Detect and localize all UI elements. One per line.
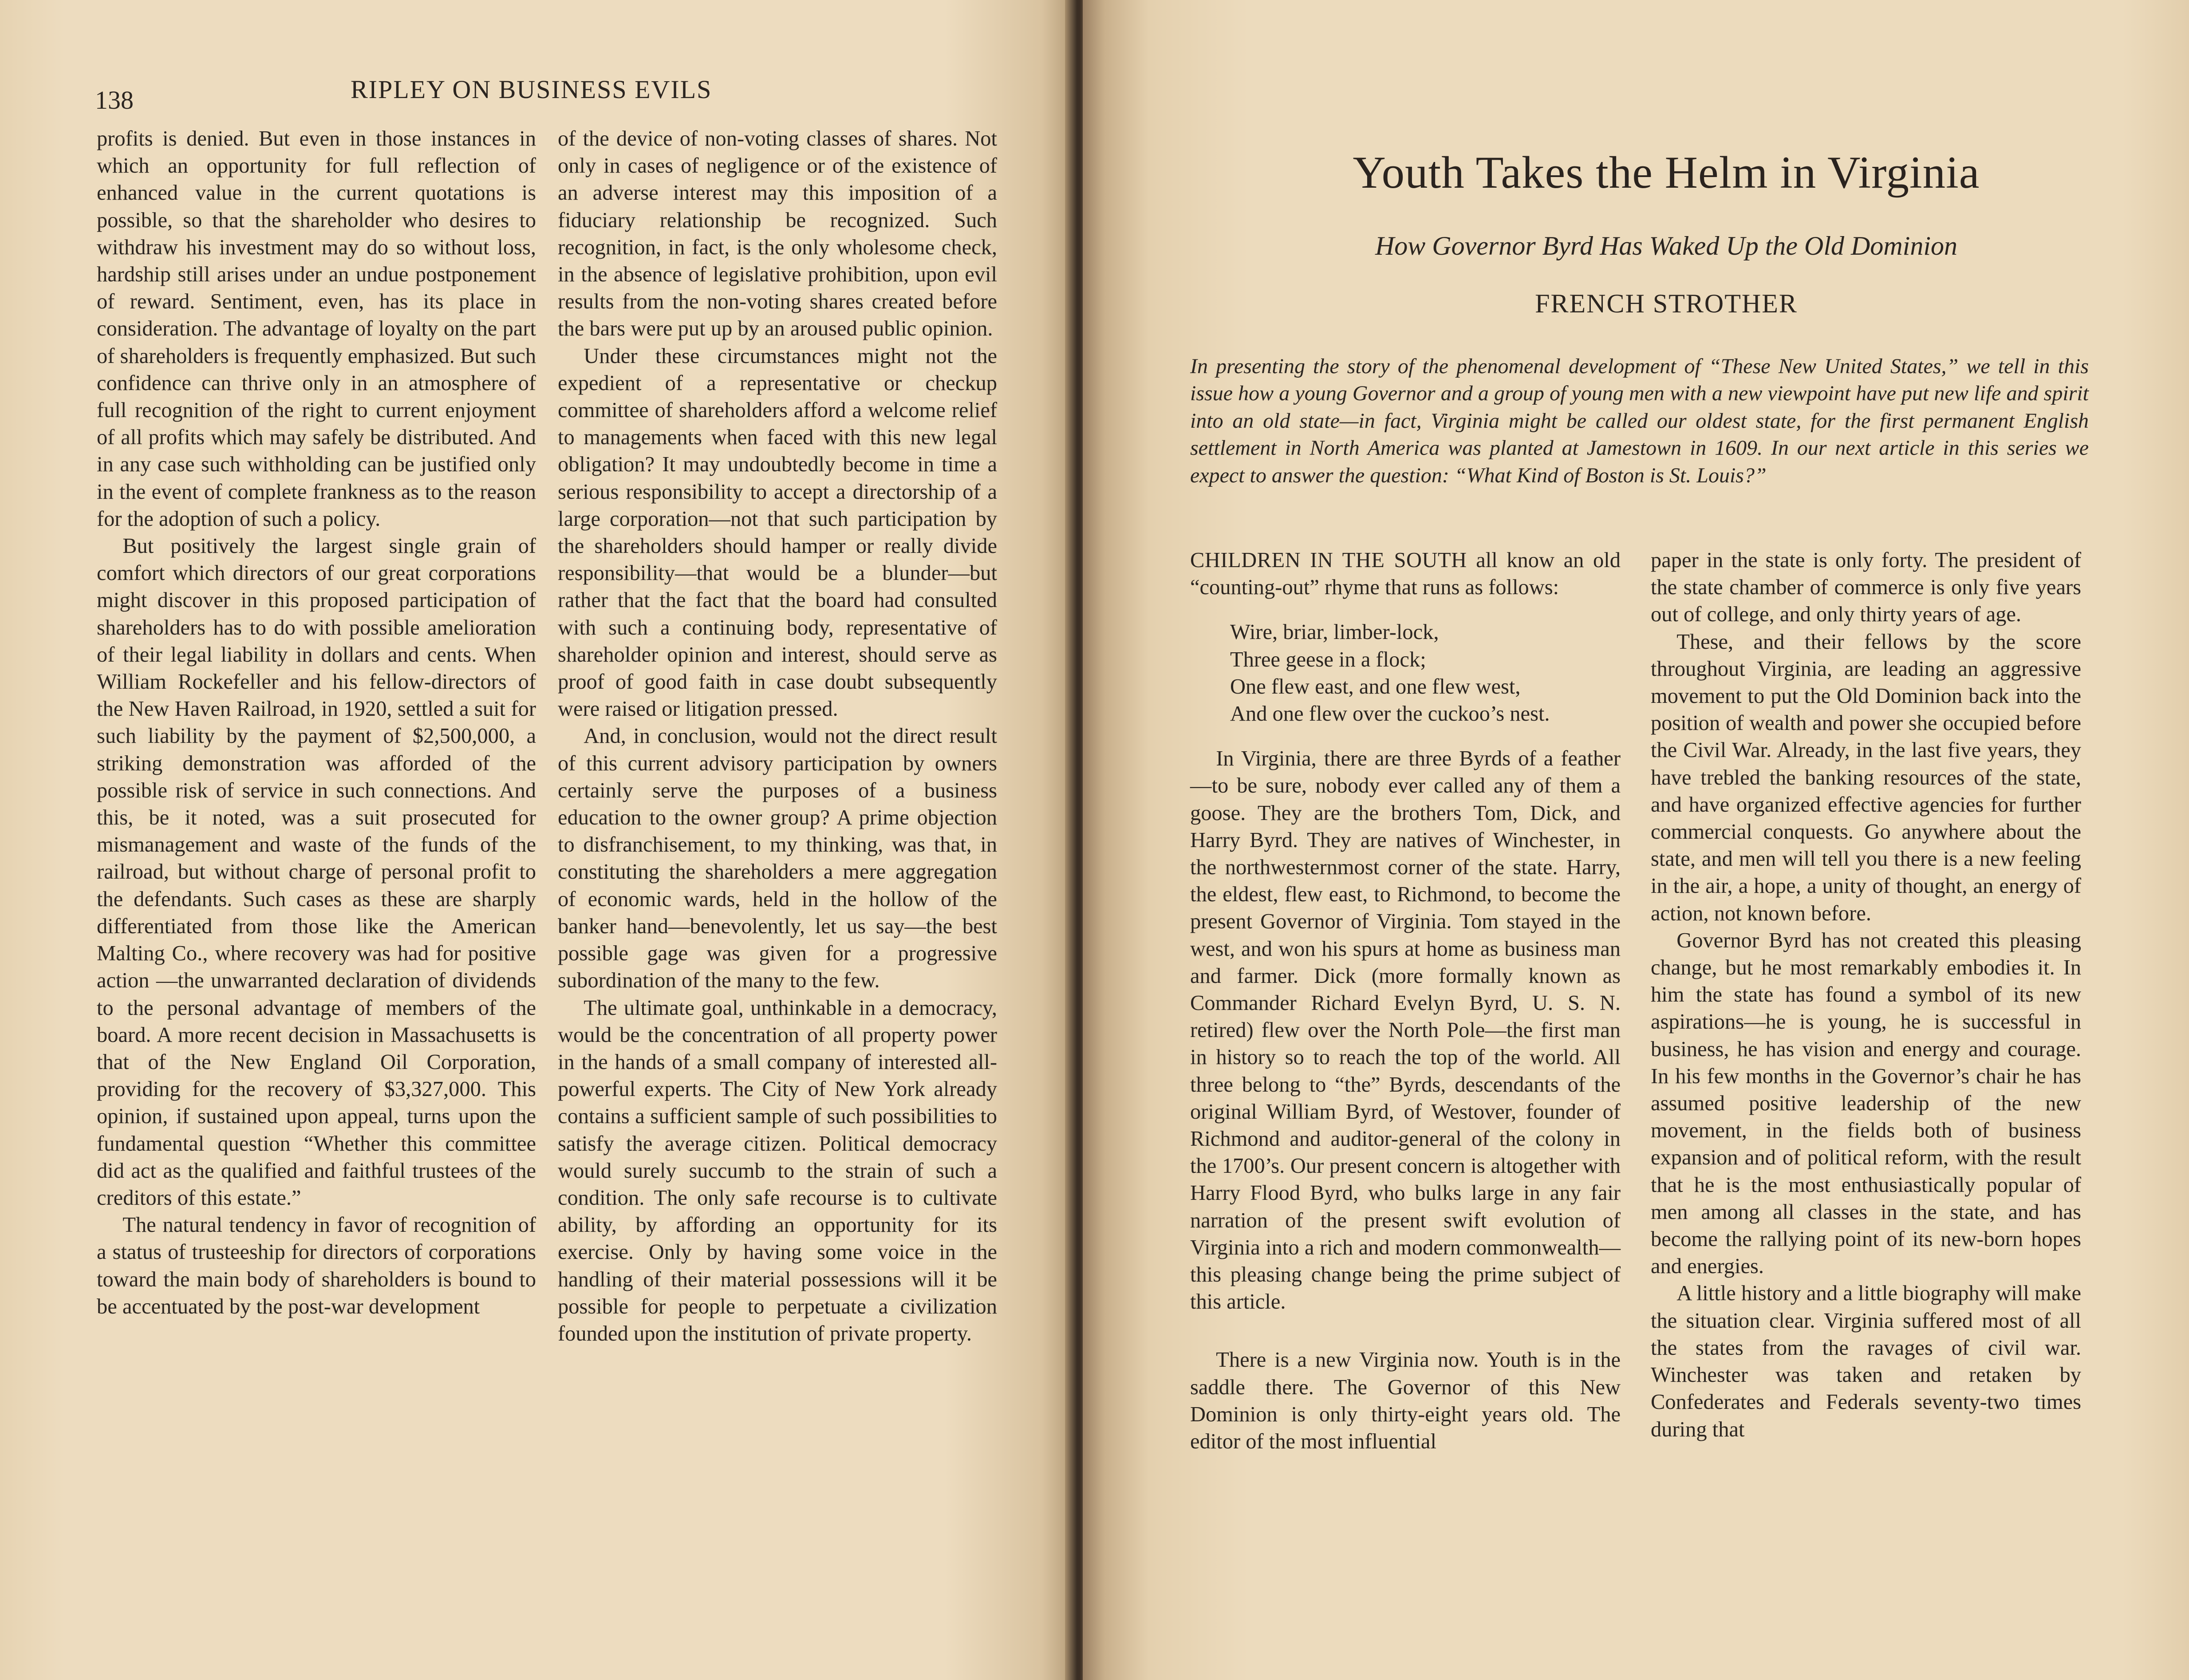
lead-paragraph	[1190, 547, 1621, 601]
article-author: FRENCH STROTHER	[1535, 289, 1798, 318]
page-number: 138	[95, 86, 134, 114]
paragraph: There is a new Virginia now. Youth is in the saddle there. The Governor of this New Dominion is only thirty-eight years old. The editor of the most influential	[1190, 1348, 1621, 1454]
rhyme-line: Wire, briar, limber-lock,	[1230, 620, 1439, 644]
right-column-2	[1651, 547, 2081, 1443]
paragraph: Governor Byrd has not created this pleasing change, but he most remarkably embodies it. In him the state has found a symbol of its new aspirations—he is young, he is successful in business, he has vision and energy and courage. In his few months in the Governor’s chair he has assumed positive leadership of the new movement, in the fields both of business expansion and of political reform, with the result that he is the most enthusiastically popular of men among all classes in the state, and has become the rallying point of its new-born hopes and energies.	[1651, 928, 2081, 1278]
rhyme-block	[1230, 619, 1621, 727]
rhyme-line: One flew east, and one flew west,	[1230, 674, 1521, 698]
paragraph: of the device of non-voting classes of shares. Not only in cases of negligence or of the existence of an adverse interest may this imposition of a fiduciary relationship be recognized. Such recognition, in fact, is the only wholesome check, in the absence of legislative prohibition, upon evil results from the non-voting shares created before the bars were put up by an aroused public opinion.	[558, 127, 997, 341]
editor-intro: In presenting the story of the phenomenal development of “These New United States,” we tell in this issue how a young Governor and a group of young men with a new viewpoint have put new life and spirit into an old state—in fact, Virginia might be called our oldest state, for the first permanent English settlement in North America was planted at Jamestown in 1609. In our next article in this series we expect to answer the question: “What Kind of Boston is St. Louis?”	[1190, 355, 2089, 487]
lead-rest: all know an old “counting-out” rhyme that runs as follows:	[1190, 548, 1621, 599]
paragraph: profits is denied. But even in those instances in which an opportunity for full reflection of enhanced value in the current quotations is possible, so that the shareholder who desires to withdraw his investment may do so without loss, hardship still arises under an undue postponement of reward. Sentiment, even, has its place in consideration. The advantage of loyalty on the part of shareholders is frequently emphasized. But such confidence can thrive only in an atmosphere of full recognition of the right to current enjoyment of all profits which may safely be distributed. And in any case such withholding can be justified only in the event of complete frankness as to the reason for the adoption of such a policy.	[97, 127, 536, 531]
article-subtitle: How Governor Byrd Has Waked Up the Old Dominion	[1375, 231, 1958, 260]
paragraph: Under these circumstances might not the expedient of a representative or checkup committee of shareholders afford a welcome relief to managements when faced with this new legal obligation? It may undoubtedly become in time a serious responsibility to accept a directorship of a large corporation—not that such participation by the shareholders should hamper or really divide responsibility—that would be a blunder—but rather that the fact that the board had consulted with such a continuing body, representative of shareholder opinion and interest, should serve as proof of good faith in case doubt subsequently were raised or litigation pressed.	[558, 344, 997, 721]
paragraph: paper in the state is only forty. The president of the state chamber of commerce is only five years out of college, and only thirty years of age.	[1651, 548, 2081, 627]
paragraph: In Virginia, there are three Byrds of a feather—to be sure, nobody ever called any of them a goose. They are the brothers Tom, Dick, and Harry Byrd. They are natives of Winchester, in the northwesternmost corner of the state. Harry, the eldest, flew east, to Richmond, to become the present Governor of Virginia. Tom stayed in the west, and won his spurs at home as business man and farmer. Dick (more formally known as Commander Richard Evelyn Byrd, U. S. N. retired) flew over the North Pole—the first man in history so to reach the top of the world. All three belong to “the” Byrds, descendants of the original William Byrd, of Westover, founder of Richmond and auditor-general of the colony in the 1700’s. Our present concern is altogether with Harry Flood Byrd, who bulks large in any fair narration of the present swift evolution of Virginia into a rich and modern commonwealth—this pleasing change being the prime subject of this article.	[1190, 747, 1621, 1314]
left-page	[0, 0, 1074, 1680]
paragraph: The natural tendency in favor of recognition of a status of trusteeship for directors of corporations toward the main body of shareholders is bound to be accentuated by the post-war development	[97, 1213, 536, 1318]
running-head: RIPLEY ON BUSINESS EVILS	[351, 75, 712, 104]
left-column-2	[558, 125, 997, 1347]
paragraph: And, in conclusion, would not the direct result of this current advisory participation by owners certainly serve the purposes of a business education to the owner group? A prime objection to disfranchisement, to my thinking, was that, in constituting the shareholders a mere aggregation of economic wards, held in the hollow of the banker hand—benevolently, let us say—the best possible gage was given for a progressive subordination of the many to the few.	[558, 724, 997, 993]
lead-caps: CHILDREN IN THE SOUTH	[1190, 548, 1467, 572]
rhyme-line: And one flew over the cuckoo’s nest.	[1230, 702, 1550, 726]
paragraph: But positively the largest single grain of comfort which directors of our great corporations might discover in this proposed participation of shareholders has to do with possible amelioration of their legal liability in dollars and cents. When William Rockefeller and his fellow-directors of the New Haven Railroad, in 1920, settled a suit for such liability by the payment of $2,500,000, a striking demonstration was afforded of the possible risk of service in such connections. And this, be it noted, was a suit prosecuted for mismanagement and waste of the funds of the railroad, but without charge of personal profit to the defendants. Such cases as these are sharply differentiated from those like the American Malting Co., where recovery was had for positive action —the unwarranted declaration of dividends to the personal advantage of members of the board. A more recent decision in Massachusetts is that of the New England Oil Corporation, providing for the recovery of $3,327,000. This opinion, if sustained upon appeal, turns upon the fundamental question “Whether this committee did act as the qualified and faithful trustees of the creditors of this estate.”	[97, 534, 536, 1210]
paragraph: These, and their fellows by the score throughout Virginia, are leading an aggressive movement to put the Old Dominion back into the position of wealth and power she occupied before the Civil War. Already, in the last five years, they have trebled the banking resources of the state, and have organized effective agencies for further commercial conquests. Go anywhere about the state, and men will tell you there is a new feeling in the air, a hope, a unity of thought, an energy of action, not known before.	[1651, 630, 2081, 925]
paragraph: The ultimate goal, unthinkable in a democracy, would be the concentration of all property power in the hands of a small company of interested all-powerful experts. The City of New York already contains a sufficient sample of such possibilities to satisfy the average citizen. Political democracy would surely succumb to the strain of such a condition. The only safe recourse is to cultivate ability, by affording an opportunity for its exercise. Only by having some voice in the handling of their material possessions will it be possible for people to perpetuate a civilization founded upon the institution of private property.	[558, 996, 997, 1345]
rhyme-line: Three geese in a flock;	[1230, 647, 1426, 671]
right-column-1	[1190, 547, 1621, 1455]
paragraph: A little history and a little biography will make the situation clear. Virginia suffered most of all the states from the ravages of civil war. Winchester was taken and retaken by Confederates and Federals seventy-two times during that	[1651, 1282, 2081, 1441]
left-column-1	[97, 125, 536, 1320]
article-title: Youth Takes the Helm in Virginia	[1353, 147, 1980, 198]
